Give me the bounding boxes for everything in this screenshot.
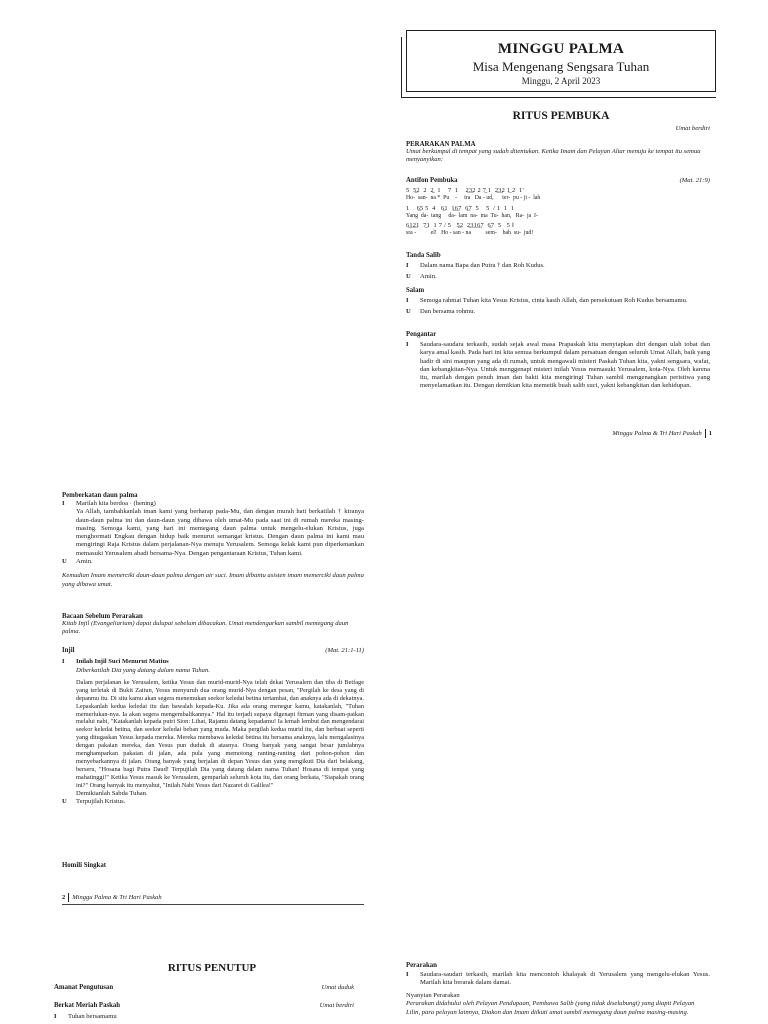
- salam-label: Salam: [406, 287, 425, 294]
- dialog-line: [62, 558, 364, 566]
- nyanyian-block: [406, 992, 710, 1017]
- speaker: I: [406, 297, 409, 304]
- speaker: I: [62, 658, 65, 666]
- speaker: U: [62, 558, 67, 566]
- dialog-text: Dan bersama rohmu.: [420, 308, 476, 316]
- speaker-blank: [62, 790, 76, 798]
- speaker: [62, 508, 76, 558]
- dialog-line: [406, 262, 710, 270]
- dialog-line: [62, 798, 364, 806]
- umat-berdiri-note: Umat berdiri: [675, 125, 710, 132]
- speaker: I: [62, 500, 65, 507]
- music-notes: 6̲1̲2̲1 7̲1 1 7 / 5 5̲2 2̲3̲1̲6̲7 6̲7 5 5 ‖: [406, 222, 514, 229]
- music-lyrics: sra - el! Ho - san - na sem- bah su- jud!: [406, 230, 534, 236]
- injil-title: Inilah Injil Suci Menurut Matius: [76, 658, 169, 666]
- speaker: I: [406, 341, 409, 348]
- injil-header: [62, 647, 364, 655]
- pengantar-label: Pengantar: [406, 331, 437, 338]
- injil-subtitle: Diberkatilah Dia yang datang dalam nama Tuhan.: [76, 666, 210, 674]
- injil-ref: (Mat. 21:1-11): [325, 647, 364, 654]
- page-footer: [62, 893, 262, 902]
- music-line: [406, 204, 710, 220]
- music-line: [406, 221, 710, 237]
- dialog-text: Marilah kita berdoa · (hening): [76, 500, 156, 507]
- music-line: [406, 186, 710, 202]
- dialog-line: [62, 667, 364, 675]
- dialog-line: [406, 308, 710, 316]
- dialog-text: Saudara-saudari terkasih, marilah kita mencontoh khalayak di Yerusalem yang mengelu-elukan Yesus. Marilah kita berarak dalam damai.: [420, 971, 710, 987]
- injil-close: Demikianlah Sabda Tuhan.: [76, 789, 148, 797]
- amanat-label: Amanat Pengutusan: [54, 984, 114, 991]
- dialog-text: Amin.: [420, 273, 437, 281]
- perarakan-block: [406, 962, 710, 988]
- salam-block: [406, 287, 710, 317]
- injil-label: Injil: [62, 647, 75, 654]
- amanat-note: Umat duduk: [321, 984, 354, 991]
- dialog-line: [406, 273, 710, 281]
- dialog-text: Saudara-saudara terkasih, sudah sejak awal masa Prapaskah kita menyiapkan diri dengan ulah tobat dan karya amal kasih. Pada hari ini kita semua berkumpul dalam persatuan dengan seluruh Umat Allah, baik yang hadir di sini maupun yang ada di rumah, untuk mengawali misteri Paskah Tuhan kita, yakni sengsara, wafat, dan kebangkitan-Nya. Untuk menggenapi misteri inilah Yesus memasuki Yerusalem, kota-Nya. Oleh karena itu, marilah dengan penuh iman dan bakti kita mengiringi Tuhan sambil mengenangkan peristiwa yang menyelamatkan itu. Dengan demikian kita memetik buah salib suci, yakni kebangkitan dan kehidupan.: [420, 341, 710, 390]
- dialog-line: [406, 971, 710, 988]
- music-lyrics: Yang da- tang da- lam na- ma Tu- han, Ra- ja I-: [406, 212, 538, 219]
- dialog-line: [406, 341, 710, 391]
- berkat-note: Umat berdiri: [319, 1002, 354, 1009]
- mass-title: MINGGU PALMA: [497, 41, 625, 57]
- speaker: I: [406, 971, 409, 978]
- speaker: I: [54, 1013, 57, 1020]
- mass-subtitle: Misa Mengenang Sengsara Tuhan: [472, 59, 650, 74]
- perarakan-label: Perarakan: [406, 962, 437, 969]
- dialog-text: Tuhan bersamamu: [68, 1013, 117, 1020]
- injil-block: [62, 647, 364, 806]
- amanat-row: [54, 984, 354, 992]
- footer-title: Minggu Palma & Tri Hari Paskah: [612, 429, 702, 437]
- nyanyian-note: Perarakan didahului oleh Pelayan Pendupaan, Pembawa Salib (yang tidak diselubungi) yang diapit Pelayan Lilin, para pelayan lainnya, Diakon dan Imam diikuti umat sambil memegang daun palma masing-masing.: [406, 1000, 695, 1016]
- tanda-salib-block: [406, 252, 710, 282]
- nyanyian-label: Nyanyian Perarakan: [406, 992, 460, 999]
- dialog-line: [62, 658, 364, 666]
- speaker: U: [406, 308, 411, 316]
- bacaan-block: [62, 613, 364, 637]
- dialog-text: Dalam nama Bapa dan Putra † dan Roh Kudus.: [420, 262, 545, 269]
- pengantar-block: [406, 331, 710, 391]
- injil-text: Dalam perjalanan ke Yerusalem, ketika Yesus dan murid-murid-Nya telah dekat Yerusalem dan tiba di Betfage yang terletak di Bukit Zaitun, Yesus menyuruh dua orang murid-Nya dengan pesan, "Pergilah ke desa yang di depanmu itu. Di situ kamu akan segera menemukan seekor keledai betina tertambat, dan anaknya ada di dekatnya. Lepaskanlah kedua keledai itu dan bawalah kepada-Ku. Jika ada orang menegur kamu, katakanlah, "Tuhan memerlukan-nya. Ia akan segera mengembalikannya." Hal itu terjadi supaya digenapi firman yang disam-paikan melalui nabi, "Katakanlah kepada putri Sion: Lihat, Rajamu datang kepadamu! Ia lemah lembut dan mengendarai seekor keledai betina, dan seekor keledai beban yang muda. Maka pergilah kedua murid itu, dan berbuat seperti yang ditugaskan Yesus kepada mereka. Mereka membawa keledai betina itu bersama anaknya, lalu mengalasinya dengan pakaian mereka, dan Yesus pun duduk di atasnya. Orang banyak yang sangat besar jumlahnya menghamparkan pakaian di jalan, ada pula yang memotong ranting-ranting dari pohon-pohon dan menyebarkannya di jalan. Orang banyak yang berjalan di depan Yesus dan yang mengikuti Dia dari belakang, berseru, "Hosana bagi Putra Daud! Terpujilah Dia yang datang dalam nama Tuhan! Hosana di tempat yang mahatinggi!" Ketika Yesus masuk ke Yerusalem, gemparlah seluruh kota itu, dan orang berkata, "Siapakah orang ini?" Orang banyak itu menyahut, "Inilah Nabi Yesus dari Nazaret di Galilea!": [76, 678, 364, 789]
- title-box: [406, 30, 716, 92]
- footer-title: Minggu Palma & Tri Hari Paskah: [72, 893, 162, 901]
- footer-rule: [62, 904, 364, 905]
- dialog-text: Ya Allah, tambahkanlah iman kami yang berharap pada-Mu, dan dengan murah hati berkatilah † kiranya daun-daun palma ini dan daun-daun yang dibawa oleh umat-Mu pada saat ini di rumah mereka masing-masing. Semoga kami, yang hari ini memegang daun palma untuk mengelu-elukan Kristus, juga menghormati Engkau dengan hidup baik menurut semangat kristus. Dengan daun palma ini kami mau mengiringi Raja Kristus dalam perjalanan-Nya menuju Yerusalem. Semoga kelak kami pun diperkenankan memasuki Yerusalem abadi bersama-Nya. Dengan pengantaraan Kristus, Tuhan kami.: [76, 508, 364, 557]
- perarakan-palma-block: [406, 141, 710, 165]
- speaker-blank: [62, 679, 76, 790]
- music-notes: 1 6̲5 5 4 6̲1 1̲6̲7 6̲7 5 5 / 1 1 1: [406, 204, 515, 212]
- dialog-line: [62, 508, 364, 558]
- page-number: 1: [708, 429, 712, 437]
- section-title-ritus-penutup: RITUS PENUTUP: [167, 962, 257, 974]
- tanda-salib-label: Tanda Salib: [406, 252, 441, 259]
- pemberkatan-block: [62, 492, 364, 589]
- speaker: U: [62, 797, 67, 805]
- perarakan-palma-note: Umat berkumpul di tempat yang sudah ditentukan. Ketika Imam dan Pelayan Altar menuju ke tempat itu semua menyanyikan:: [406, 148, 701, 164]
- bacaan-label: Bacaan Sebelum Perarakan: [62, 613, 143, 620]
- pemberkatan-note: Kemudian Imam memerciki daun-daun palma dengan air suci. Imam dibantu asisten imam memerciki daun palma yang dibawa umat.: [62, 572, 364, 588]
- dialog-line: [62, 790, 364, 798]
- music-lyrics: Ho- san- na * Pu - tra Da - ud, ter- pu - ji - lah: [406, 195, 541, 201]
- section-title-ritus-pembuka: RITUS PEMBUKA: [512, 110, 610, 122]
- dialog-text: Amin.: [76, 558, 93, 566]
- antifon-label: Antifon Pembuka: [406, 177, 458, 184]
- speaker: I: [406, 262, 409, 269]
- berkat-label: Berkat Meriah Paskah: [54, 1002, 121, 1009]
- antifon-header: [406, 177, 710, 185]
- speaker: U: [406, 273, 411, 281]
- dialog-text: Semoga rahmat Tuhan kita Yesus Kristus, cinta kasih Allah, dan persekutuan Roh Kudus bersamamu.: [420, 297, 688, 304]
- mass-date: Minggu, 2 April 2023: [521, 76, 601, 86]
- page-number: 2: [62, 893, 66, 901]
- footer-divider: [68, 893, 69, 902]
- speaker-blank: [62, 667, 76, 675]
- antifon-ref: (Mat. 21:9): [679, 177, 710, 184]
- perarakan-palma-label: PERARAKAN PALMA: [406, 141, 476, 148]
- footer-divider: [705, 429, 706, 438]
- dialog-line: [62, 679, 364, 790]
- music-notes: 5 5̲2 2 2̲ 1 7 1 2̲3̲2 2 7̲ 1 2̲3̲2 1̲ 2 1': [406, 187, 524, 194]
- dialog-text: Terpujilah Kristus.: [76, 797, 126, 805]
- pemberkatan-label: Pemberkatan daun palma: [62, 492, 138, 499]
- homili-label: Homili Singkat: [62, 862, 107, 869]
- bacaan-note: Kitab Injil (Evangeliarium) dapat dulupai sebelum dibacakan. Umat mendengarkan sambil memegang daun palma.: [62, 620, 349, 636]
- berkat-row: [54, 1002, 354, 1010]
- dialog-line: [406, 297, 710, 305]
- page-footer: [500, 429, 712, 438]
- dialog-line: [54, 1013, 354, 1021]
- music-score: [406, 186, 710, 237]
- dialog-line: [62, 500, 364, 508]
